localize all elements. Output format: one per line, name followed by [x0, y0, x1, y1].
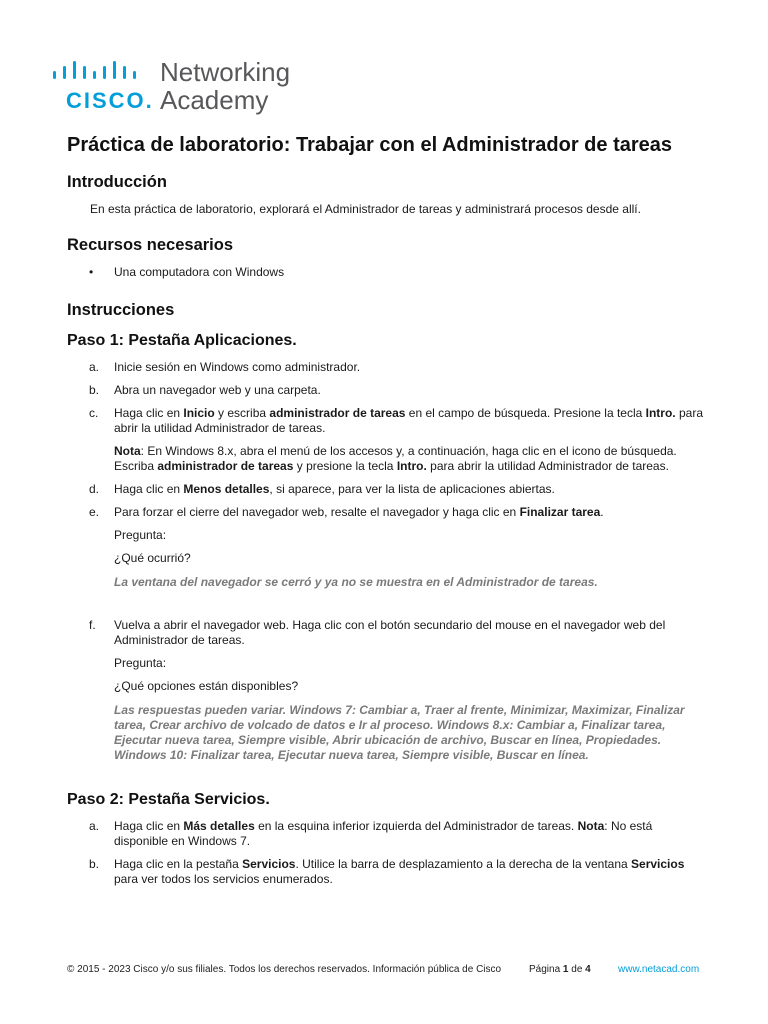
step1-c-note: Nota: En Windows 8.x, abra el menú de los accesos y, a continuación, haga clic en el icono de búsqueda. Escriba administrador de tareas y presione la tecla Intro. para abrir la utilidad Administrador de tareas.	[114, 444, 677, 473]
footer-page-number: Página 1 de 4	[529, 964, 591, 975]
instructions-heading: Instrucciones	[67, 301, 175, 319]
resources-heading: Recursos necesarios	[67, 236, 234, 254]
step2-item-b: b. Haga clic en la pestaña Servicios. Utilice la barra de desplazamiento a la derecha de la ventana Servicios para ver todos los servicios enumerados.	[89, 857, 685, 886]
logo-academy-text: Academy	[160, 85, 269, 115]
footer-url-link[interactable]: www.netacad.com	[618, 964, 700, 975]
question-text: ¿Qué ocurrió?	[114, 551, 191, 565]
question-label: Pregunta:	[114, 656, 167, 670]
step1-item-b: b. Abra un navegador web y una carpeta.	[89, 383, 321, 397]
step1-item-e: e. Para forzar el cierre del navegador web, resalte el navegador y haga clic en Finalizar tarea. Pregunta: ¿Qué ocurrió? La ventana del navegador se cerró y ya no se muestra en el Administrador de tareas.	[67, 505, 707, 590]
intro-heading: Introducción	[67, 173, 167, 191]
step1-item-a: a. Inicie sesión en Windows como administrador.	[89, 360, 361, 374]
step2-item-a: a. Haga clic en Más detalles en la esquina inferior izquierda del Administrador de tareas. Nota: No está disponible en Windows 7.	[89, 819, 653, 848]
answer-text: Las respuestas pueden variar. Windows 7: Cambiar a, Traer al frente, Minimizar, Maximizar, Finalizar tarea, Crear archivo de volcado de datos e Ir al proceso. Windows 8.x: Cambiar a, Finalizar tarea, Ejecutar nueva tarea, Siempre visible, Abrir ubicación de archivo, Buscar en línea, Propiedades. Windows 10: Finalizar tarea, Ejecutar nueva tarea, Siempre visible, Buscar en línea.	[114, 703, 685, 762]
answer-text: La ventana del navegador se cerró y ya no se muestra en el Administrador de tareas.	[114, 575, 598, 589]
bullet-icon: •	[89, 265, 94, 279]
step1-item-c: c. Haga clic en Inicio y escriba administrador de tareas en el campo de búsqueda. Presione la tecla Intro. para abrir la utilidad Administrador de tareas. Nota: En Windows 8.x, abra el menú de los accesos y, a continuación, haga clic en el icono de búsqueda. Escriba administrador de tareas y presione la tecla Intro. para abrir la utilidad Administrador de tareas.	[67, 406, 707, 474]
page-title: Práctica de laboratorio: Trabajar con el Administrador de tareas	[67, 134, 673, 156]
step1-item-f: f. Vuelva a abrir el navegador web. Haga clic con el botón secundario del mouse en el navegador web del Administrador de tareas. Pregunta: ¿Qué opciones están disponibles? Las respuestas pueden variar. Windows 7: Cambiar a, Traer al frente, Minimizar, Maximizar, Finalizar tarea, Crear archivo de volcado de datos e Ir al proceso. Windows 8.x: Cambiar a, Finalizar tarea, Ejecutar nueva tarea, Siempre visible, Abrir ubicación de archivo, Buscar en línea, Propiedades. Windows 10: Finalizar tarea, Ejecutar nueva tarea, Siempre visible, Buscar en línea.	[67, 618, 707, 763]
footer-copyright: © 2015 - 2023 Cisco y/o sus filiales. Todos los derechos reservados. Información pública de Cisco	[67, 964, 502, 975]
step1-heading: Paso 1: Pestaña Aplicaciones.	[67, 332, 297, 349]
cisco-networking-academy-logo	[53, 58, 313, 118]
intro-text: En esta práctica de laboratorio, explorará el Administrador de tareas y administrará procesos desde allí.	[90, 202, 641, 216]
document-body	[67, 134, 707, 895]
question-text: ¿Qué opciones están disponibles?	[114, 679, 299, 693]
step2-heading: Paso 2: Pestaña Servicios.	[67, 791, 270, 808]
resource-item: • Una computadora con Windows	[89, 265, 285, 279]
cisco-wordmark: CISCO.	[66, 88, 154, 113]
question-label: Pregunta:	[114, 528, 167, 542]
page-footer	[67, 964, 707, 978]
logo-networking-text: Networking	[160, 57, 291, 87]
cisco-bars-icon	[53, 58, 145, 84]
step1-item-d: d. Haga clic en Menos detalles, si aparece, para ver la lista de aplicaciones abiertas.	[89, 482, 555, 496]
